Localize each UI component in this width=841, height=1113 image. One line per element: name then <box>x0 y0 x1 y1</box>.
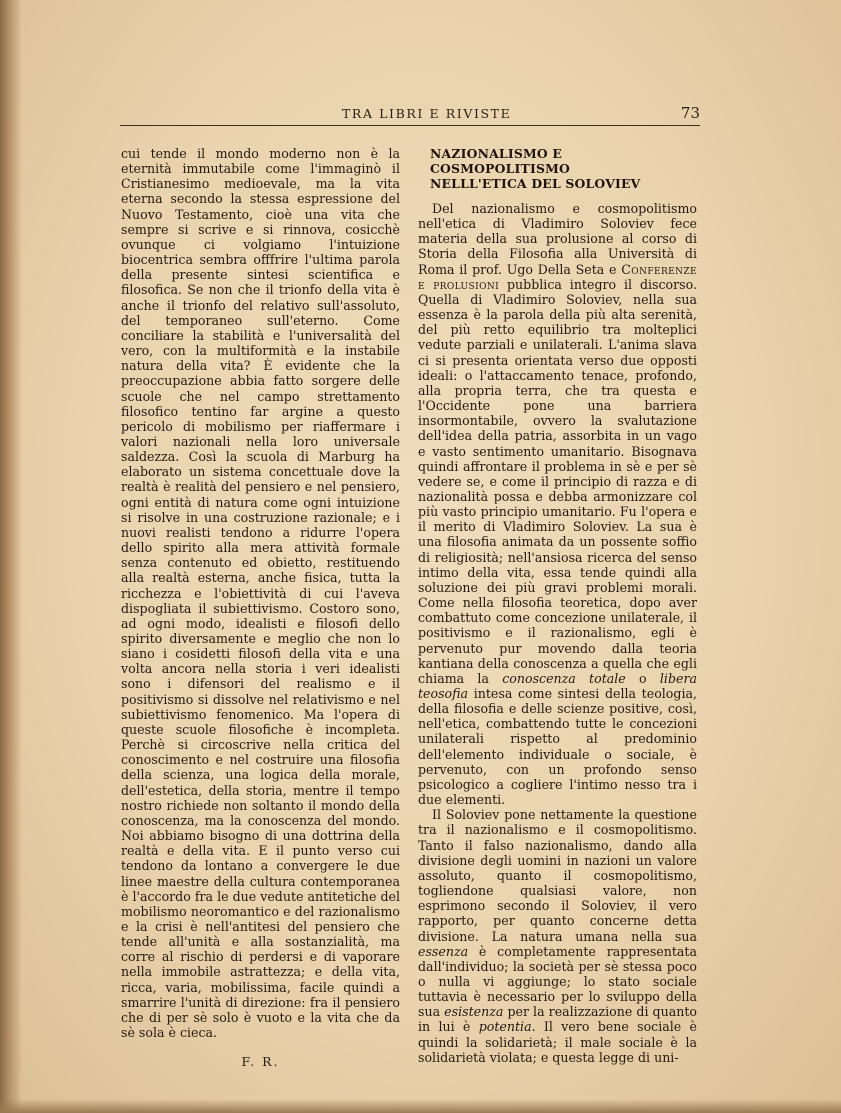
paragraph-2 <box>418 807 697 1065</box>
right-column <box>418 146 697 1065</box>
left-column <box>121 146 400 1069</box>
article-title <box>430 146 697 191</box>
article-title-line-1: NAZIONALISMO E COSMOPOLITISMO <box>430 146 571 176</box>
paragraph-2-part-c: per la realizzazione di quanto in lui è <box>418 1004 697 1035</box>
term-potentia: potentia <box>478 1019 532 1035</box>
author-signature: F. R. <box>241 1054 280 1070</box>
running-title: TRA LIBRI E RIVISTE <box>342 106 512 121</box>
paragraph-2-part-d: . Il vero bene sociale è quindi la solidarietà; il male sociale è la solidarietà violata; e questa legge di uni- <box>418 1019 697 1065</box>
page-number: 73 <box>680 104 700 122</box>
term-libera-teosofia: libera teosofia <box>418 670 698 701</box>
paragraph-2-part-a: Il Soloviev pone nettamente la questione tra il nazionalismo e il cosmopolitismo. Tanto il falso nazionalismo, dando alla divisione degli uomini in nazioni un valore assoluto, quanto il cosmopolitismo, togliendone qualsiasi valore, non esprimono secondo il Soloviev, il vero rapporto, per quanto concerne detta divisione. La natura umana nella sua <box>418 807 697 944</box>
term-conoscenza-totale: conoscenza totale <box>502 670 626 686</box>
page-bottom-edge <box>0 1099 841 1113</box>
running-header <box>120 104 700 124</box>
term-esistenza: esistenza <box>444 1004 504 1020</box>
journal-name: Conferenze e prolusioni <box>418 261 697 292</box>
header-rule <box>120 125 700 126</box>
binding-shadow <box>0 0 22 1113</box>
paragraph-1 <box>418 201 697 807</box>
paragraph-1-part-a: Del nazionalismo e cosmopolitismo nell'etica di Vladimiro Soloviev fece materia della sua prolusione al corso di Storia della Filosofia alla Università di Roma il prof. Ugo Della Seta e <box>418 201 697 277</box>
paragraph-1-part-b: pubblica integro il discorso. Quella di Vladimiro Soloviev, nella sua essenza è la parola della più alta serenità, del più retto equilibrio tra molteplici vedute parziali e unilaterali. L'anima slava ci si presenta orientata verso due opposti ideali: o l'attaccamento tenace, profondo, alla propria terra, che tra questa e l'Occidente pone una barriera insormontabile, ovvero la svalutazione dell'idea della patria, assorbita in un vago e vasto sentimento umanitario. Bisognava quindi affrontare il problema in sè e per sè vedere se, e come il principio di razza e di nazionalità possa e debba armonizzare col più vasto principio umanitario. Fu l'opera e il merito di Vladimiro Soloviev. La sua è una filosofia animata da un possente soffio di religiosità; nell'ansiosa ricerca del senso intimo della vita, essa tende quindi alla soluzione dei più gravi problemi morali. Come nella filosofia teoretica, dopo aver combattuto come concezione unilaterale, il positivismo e il razionalismo, egli è pervenuto pur movendo dalla teoria kantiana della conoscenza a quella che egli chiama la <box>418 276 697 686</box>
left-column-text: cui tende il mondo moderno non è la eternità immutabile come l'immaginò il Cristianesimo medioevale, ma la vita eterna secondo la stessa espressione del Nuovo Testamento, cioè una vita che sempre si scrive e si rinnova, cosicchè ovunque ci volgiamo l'intuizione biocentrica sembra offfrire l'ultima parola della presente sintesi scientifica e filosofica. Se non che il trionfo della vita è anche il trionfo del relativo sull'assoluto, del temporaneo sull'eterno. Come conciliare la stabilità e l'universalità del vero, con la multiformità e la instabile natura della vita? È evidente che la preoccupazione abbia fatto sorgere delle scuole che nel campo strettamento filosofico tentino far argine a questo pericolo di mobilismo per riaffermare i valori nazionali nella loro universale saldezza. Così la scuola di Marburg ha elaborato un sistema concettuale dove la realtà è realità del pensiero e nel pensiero, ogni entità di natura come ogni intuizione si risolve in una costruzione razionale; e i nuovi realisti tendono a ridurre l'opera dello spirito alla mera attività formale senza contenuto ed obietto, restituendo alla realtà esterna, anche fisica, tutta la ricchezza e l'obiettività di cui l'aveva dispogliata il subiettivismo. Costoro sono, ad ogni modo, idealisti e filosofi dello spirito diversamente e meglio che non lo siano i cosidetti filosofi della vita e una volta ancora nella storia i veri idealisti sono i difensori del realismo e il positivismo si dissolve nel relativismo e nel subiettivismo fenomenico. Ma l'opera di queste scuole filosofiche è incompleta. Perchè si circoscrive nella critica del conoscimento e nel costruire una filosofia della scienza, una logica della morale, dell'estetica, della storia, mentre il tempo nostro richiede non soltanto il mondo della conoscenza, ma la conoscenza del mondo. Noi abbiamo bisogno di una dottrina della realtà e della vita. E il punto verso cui tendono da lontano a convergere le due linee maestre della cultura contemporanea è l'accordo fra le due vedute antitetiche del mobilismo neoromantico e del razionalismo e la crisi è nell'antitesi del pensiero che tende all'unità e alla sostanzialità, ma corre al rischio di perdersi e di vaporare nella immobile astrattezza; e della vita, ricca, varia, mobilissima, facile quindi a smarrire l'unità di direzione: fra il pensiero che di per sè solo è vuoto e la vita che da sè sola è cieca. <box>121 146 400 1041</box>
term-essenza: essenza <box>418 943 469 959</box>
paragraph-2-part-b: è completamente rappresentata dall'individuo; la società per sè stessa poco o nulla vi aggiunge; lo stato sociale tuttavia è necessario per lo sviluppo della sua <box>418 943 697 1020</box>
paragraph-1-part-d: intesa come sintesi della teologia, della filosofia e delle scienze positive, così, nell'etica, combattendo tutte le concezioni unilaterali rispetto al predominio dell'elemento individuale o sociale, è pervenuto, con un profondo senso psicologico a cogliere l'intimo nesso tra i due elementi. <box>418 686 697 808</box>
paragraph-1-part-c: o <box>625 670 660 686</box>
article-title-line-2: NELLL'ETICA DEL SOLOVIEV <box>430 176 641 191</box>
